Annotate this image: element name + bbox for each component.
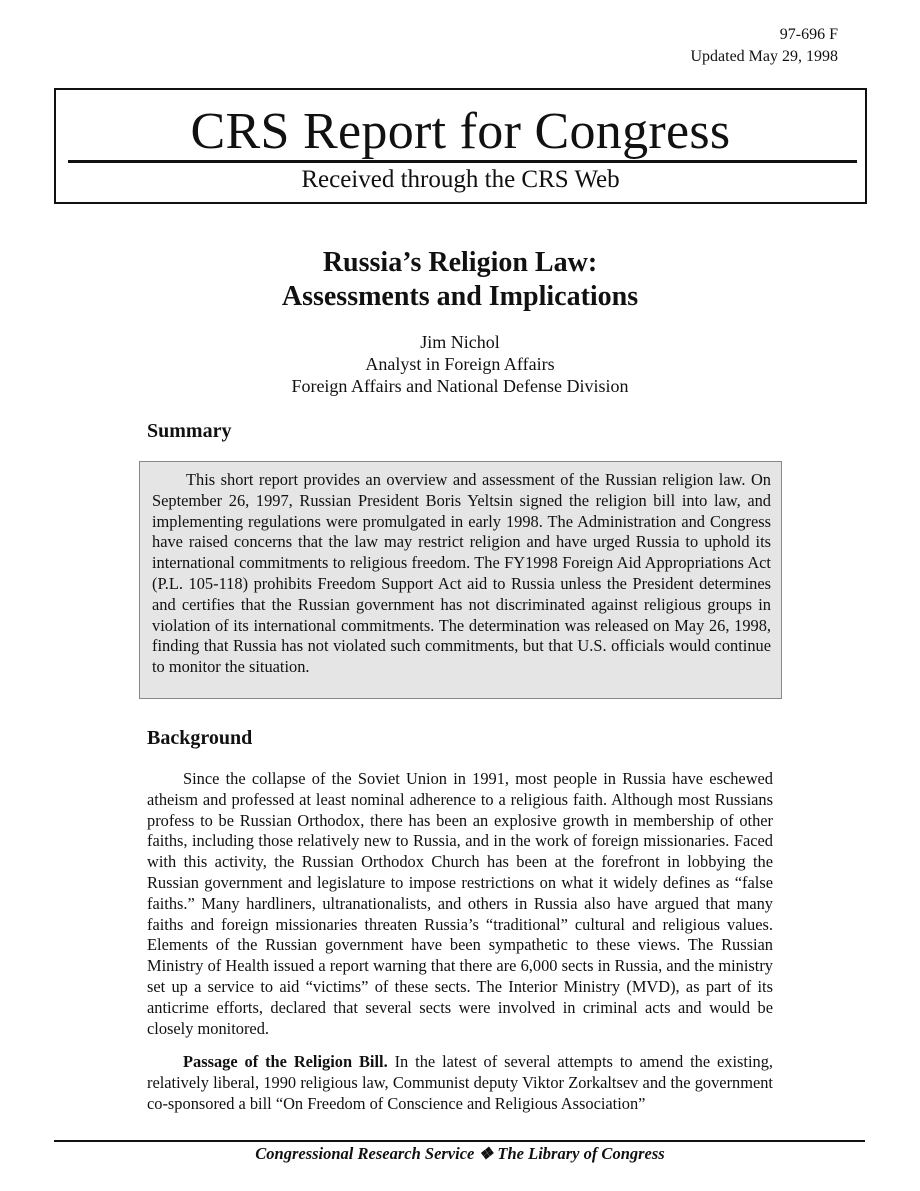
report-banner-subtitle: Received through the CRS Web [301,166,620,193]
summary-text: This short report provides an overview and assessment of the Russian religion law. On September 26, 1997, Russian President Boris Yeltsin signed the religion bill into law, and implementing regulations were promulgated in early 1998. The Administration and Congress have raised concerns that the law may restrict religion and have urged Russia to uphold its international commitments to religious freedom. The FY1998 Foreign Aid Appropriations Act (P.L. 105-118) prohibits Freedom Support Act aid to Russia unless the President determines and certifies that the Russian government has not discriminated against religious groups in violation of its international commitments. The determination was released on May 26, 1998, finding that Russia has not violated such commitments, but that U.S. officials would continue to monitor the situation. [152,470,771,677]
summary-heading: Summary [147,420,232,442]
summary-box [139,461,782,699]
updated-date: Updated May 29, 1998 [690,48,838,65]
document-title-line-2: Assessments and Implications [281,281,639,312]
background-paragraph-1: Since the collapse of the Soviet Union in 1991, most people in Russia have eschewed atheism and professed at least nominal adherence to a religious faith. Although most Russians profess to be Russian Orthodox, there has been an explosive growth in membership of other faiths, including those relatively new to Russia, and in the work of foreign missionaries. Faced with this activity, the Russian Orthodox Church has been at the forefront in lobbying the Russian government and legislature to impose restrictions on what it widely defines as “false faiths.” Many hardliners, ultranationalists, and others in Russia also have argued that many faiths and foreign missionaries threaten Russia’s “traditional” cultural and religious values. Elements of the Russian government have been sympathetic to these views. The Russian Ministry of Health issued a report warning that there are 6,000 sects in Russia, and the ministry set up a service to aid “victims” of these sects. The Interior Ministry (MVD), as part of its anticrime efforts, declared that several sects were involved in criminal acts and would be closely monitored. [147,769,773,1038]
author-block [0,331,920,397]
report-banner-title: CRS Report for Congress [190,103,731,160]
paragraph-run-in-heading: Passage of the Religion Bill. [183,1052,388,1071]
author-name: Jim Nichol [420,332,500,352]
document-title-line-1: Russia’s Religion Law: [322,247,598,278]
document-title [0,246,920,314]
background-heading: Background [147,727,253,749]
banner-rule [68,160,857,163]
report-banner [54,88,867,204]
footer-rule [54,1140,865,1142]
author-division: Foreign Affairs and National Defense Division [291,376,629,396]
background-paragraph-2 [147,1052,773,1114]
report-number: 97-696 F [779,26,838,43]
page-footer: Congressional Research Service ❖ The Library of Congress [255,1144,665,1163]
report-meta [690,24,838,68]
paragraph-2-text: In the latest of several attempts to amend the existing, relatively liberal, 1990 religious law, Communist deputy Viktor Zorkaltsev and the government co-sponsored a bill “On Freedom of Conscience and Religious Association” [147,1052,773,1113]
author-role: Analyst in Foreign Affairs [365,354,555,374]
